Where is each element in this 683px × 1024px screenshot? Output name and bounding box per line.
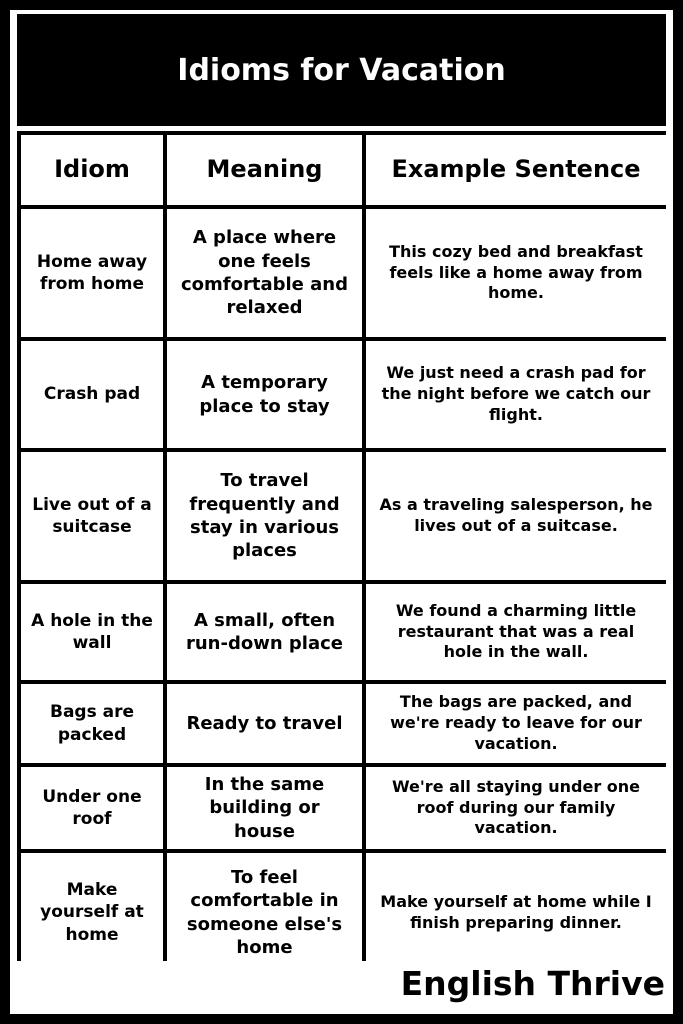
brand-name: English Thrive [400,964,665,1003]
meaning-cell: A place where one feels comfortable and relaxed [167,209,362,337]
example-cell: This cozy bed and breakfast feels like a home away from home. [366,209,666,337]
meaning-cell: In the same building or house [167,767,362,849]
meaning-cell: A temporary place to stay [167,341,362,448]
idiom-cell: Home away from home [21,209,163,337]
meaning-cell: To travel frequently and stay in various places [167,452,362,580]
example-cell: The bags are packed, and we're ready to leave for our vacation. [366,684,666,763]
example-cell: We just need a crash pad for the night before we catch our flight. [366,341,666,448]
example-cell: As a traveling salesperson, he lives out of a suitcase. [366,452,666,580]
idiom-cell: Make yourself at home [21,853,163,972]
example-cell: We found a charming little restaurant that was a real hole in the wall. [366,584,666,680]
example-cell: Make yourself at home while I finish preparing dinner. [366,853,666,972]
page [10,10,673,1014]
header-idiom: Idiom [21,135,163,205]
idioms-table [17,131,666,961]
meaning-cell: To feel comfortable in someone else's home [167,853,362,972]
idiom-cell: Under one roof [21,767,163,849]
idiom-cell: Bags are packed [21,684,163,763]
idiom-cell: Live out of a suitcase [21,452,163,580]
meaning-cell: Ready to travel [167,684,362,763]
idiom-cell: A hole in the wall [21,584,163,680]
idiom-cell: Crash pad [21,341,163,448]
header-meaning: Meaning [167,135,362,205]
example-cell: We're all staying under one roof during our family vacation. [366,767,666,849]
header-example: Example Sentence [366,135,666,205]
page-title: Idioms for Vacation [17,14,666,126]
meaning-cell: A small, often run-down place [167,584,362,680]
